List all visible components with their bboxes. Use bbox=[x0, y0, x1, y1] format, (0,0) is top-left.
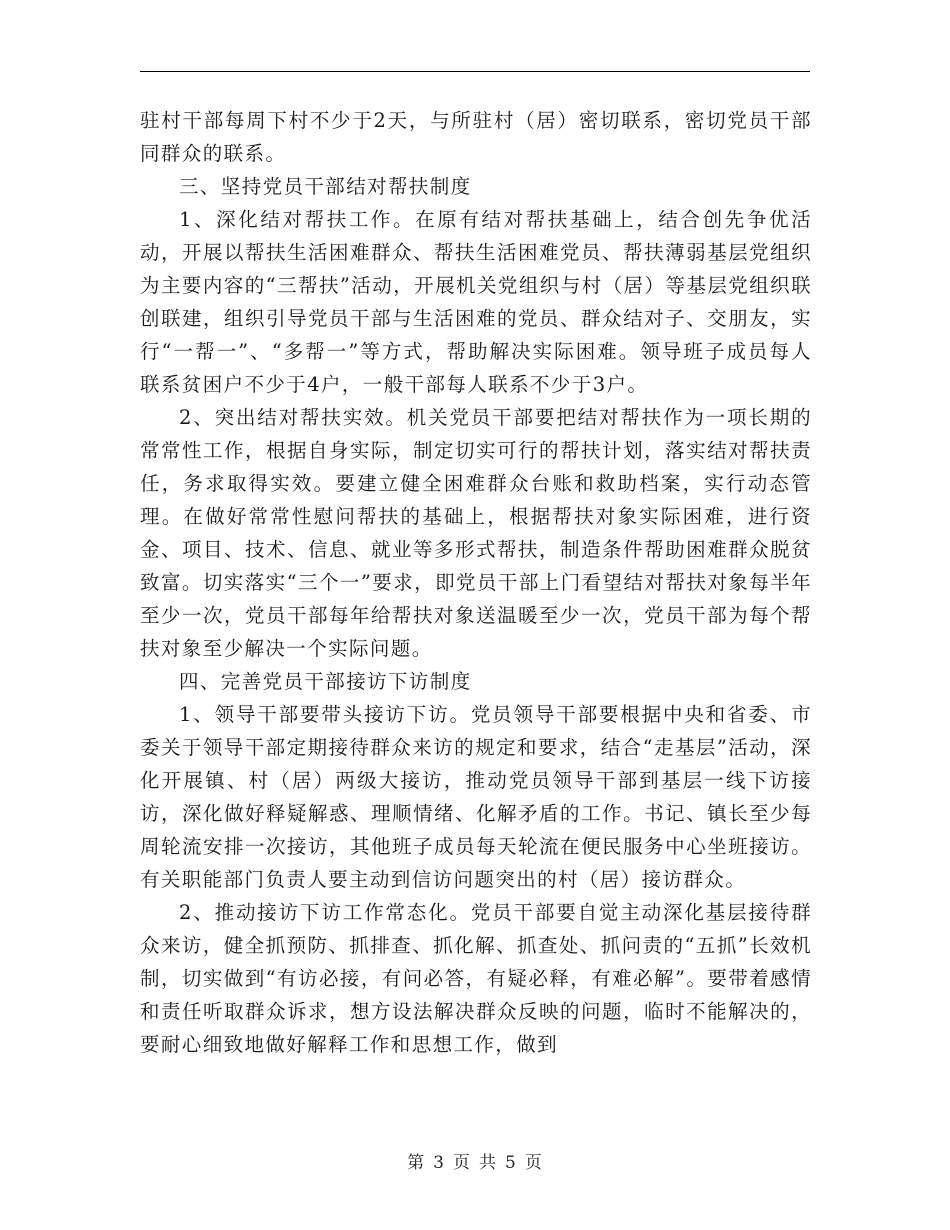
section-heading-3: 三、坚持党员干部结对帮扶制度 bbox=[179, 175, 472, 198]
footer-page-number: 3 bbox=[433, 1153, 445, 1173]
paragraph-4-1: 1、领导干部要带头接访下访。党员领导干部要根据中央和省委、市委关于领导干部定期接待群众来访的规定和要求，结合“走基层”活动，深化开展镇、村（居）两级大接访，推动党员领导干部到基层一线下访接访，深化做好释疑解惑、理顺情绪、化解矛盾的工作。书记、镇长至少每周轮流安排一次接访，其他班子成员每天轮流在便民服务中心坐班接访。有关职能部门负责人要主动到信访问题突出的村（居）接访群众。 bbox=[140, 703, 812, 891]
footer-total-word: 页 bbox=[524, 1153, 543, 1173]
document-body bbox=[140, 104, 812, 1061]
paragraph-3-2: 2、突出结对帮扶实效。机关党员干部要把结对帮扶作为一项长期的常常性工作，根据自身实际，制定切实可行的帮扶计划，落实结对帮扶责任，务求取得实效。要建立健全困难群众台账和救助档案，实行动态管理。在做好常常性慰问帮扶的基础上，根据帮扶对象实际困难，进行资金、项目、技术、信息、就业等多形式帮扶，制造条件帮助困难群众脱贫致富。切实落实“三个一”要求，即党员干部上门看望结对帮扶对象每半年至少一次，党员干部每年给帮扶对象送温暖至少一次，党员干部为每个帮扶对象至少解决一个实际问题。 bbox=[140, 406, 812, 660]
section-heading-4: 四、完善党员干部接访下访制度 bbox=[179, 670, 472, 693]
footer-total-prefix: 共 bbox=[479, 1153, 497, 1173]
footer-page-prefix: 第 bbox=[407, 1153, 426, 1173]
header-rule bbox=[140, 71, 810, 72]
footer-total-pages: 5 bbox=[505, 1153, 517, 1173]
footer-page-word: 页 bbox=[453, 1153, 471, 1173]
paragraph-4-2: 2、推动接访下访工作常态化。党员干部要自觉主动深化基层接待群众来访，健全抓预防、抓排查、抓化解、抓查处、抓问责的“五抓”长效机制，切实做到“有访必接，有问必答，有疑必释，有难必解”。要带着感情和责任听取群众诉求，想方设法解决群众反映的问题，临时不能解决的，要耐心细致地做好解释工作和思想工作，做到 bbox=[140, 901, 812, 1056]
paragraph-continuation: 驻村干部每周下村不少于2天，与所驻村（居）密切联系，密切党员干部同群众的联系。 bbox=[140, 109, 812, 165]
page-footer bbox=[0, 1148, 950, 1173]
paragraph-3-1: 1、深化结对帮扶工作。在原有结对帮扶基础上，结合创先争优活动，开展以帮扶生活困难群众、帮扶生活困难党员、帮扶薄弱基层党组织为主要内容的“三帮扶”活动，开展机关党组织与村（居）等基层党组织联创联建，组织引导党员干部与生活困难的党员、群众结对子、交朋友，实行“一帮一”、“多帮一”等方式，帮助解决实际困难。领导班子成员每人联系贫困户不少于4户，一般干部每人联系不少于3户。 bbox=[140, 208, 812, 396]
